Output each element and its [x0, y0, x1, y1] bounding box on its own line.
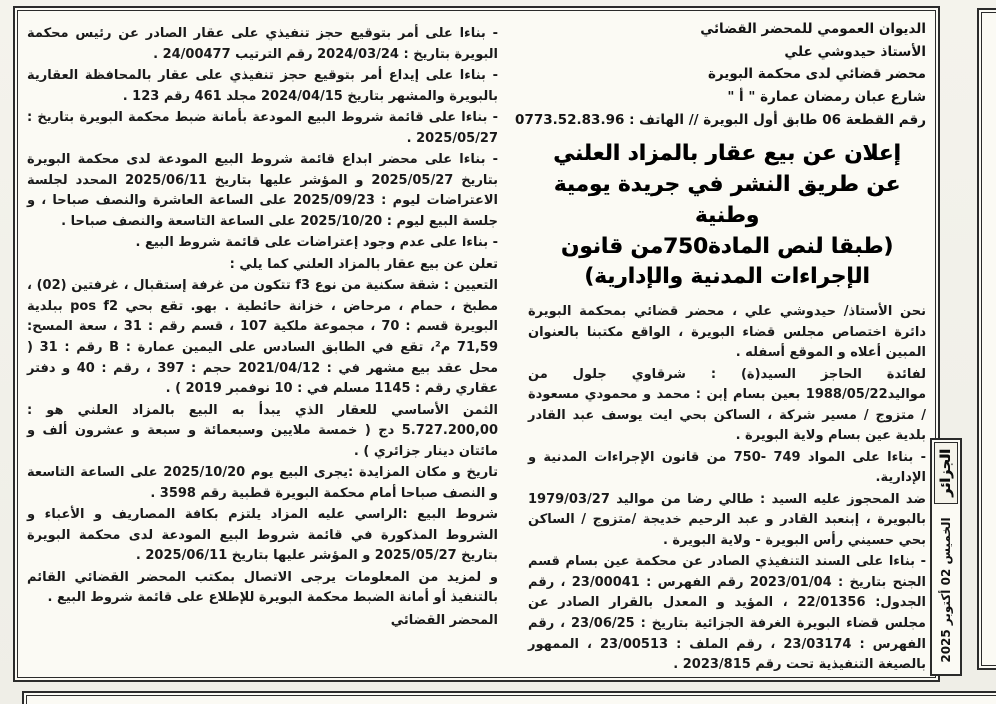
issue-date: الخميس 02 أكتوبر 2025 [939, 517, 953, 663]
auction-notice-content [17, 10, 936, 678]
hearing-dates-paragraph: - بناءا على محضر ابداع قائمة شروط البيع المودعة لدى محكمة البويرة بتاريخ 2025/05/27 و المؤشر عليها بتاريخ 2025/06/11 المحدد لجلسة الاعتراضات ليوم : 2025/09/23 على الساعة العاشرة والنصف صباحا ، و جلسة البيع ليوم : 2025/10/20 على الساعة التاسعة والنصف صباحا . [27, 152, 499, 229]
creditor-paragraph: لفائدة الحاجز السيد(ة) : شرقاوي جلول من مواليد1988/05/22 بعين بسام إبن : محمد و محمودي مسعودة / متزوج / مسير شركة ، الساكن بحي ايت يوسف عبد القادر بلدية عين بسام ولاية البويرة . [528, 366, 926, 444]
office-phone-line: رقم القطعة 06 طابق أول البويرة // الهاتف : 0773.52.83.96 [515, 111, 926, 128]
auction-date-place-paragraph: تاريخ و مكان المزايدة :يجرى البيع يوم 2025/10/20 على الساعة التاسعة و النصف صباحا أمام محكمة البويرة قطبية رقم 3598 . [27, 465, 498, 501]
office-header-line: الديوان العمومي للمحضر القضائي [700, 21, 926, 37]
debtor-paragraph: ضد المحجوز عليه السيد : طالي رضا من مواليد 1979/03/27 بالبويرة ، إبنعبد القادر و عبد الرحيم خديجة /متزوج / الساكن بحي حسيني رأس البويرة - ولاية البويرة . [528, 491, 926, 548]
sale-terms-deposit-paragraph: - بناءا على قائمة شروط البيع المودعة بأمانة ضبط محكمة البويرة بتاريخ : 2025/05/27 . [27, 110, 498, 146]
notice-title-line: الإجراءات المدنية والإدارية) [584, 264, 870, 290]
newspaper-sidebar [930, 438, 962, 676]
notice-title-line: إعلان عن بيع عقار بالمزاد العلني [553, 141, 901, 167]
signature: المحضر القضائي [390, 612, 498, 628]
no-objections-paragraph: - بناءا على عدم وجود إعتراضات على قائمة شروط البيع . [135, 235, 498, 251]
auction-notice-frame [13, 6, 940, 682]
notice-right-column [515, 18, 927, 673]
adjacent-frame-bottom-inner-border [26, 695, 996, 704]
adjacent-frame-right [977, 8, 996, 670]
announcement-lead-paragraph: تعلن عن بيع عقار بالمزاد العلني كما يلي : [229, 256, 498, 272]
registry-deposit-paragraph: - بناءا على إيداع أمر بتوقيع حجز تنفيذي على عقار بالمحافظة العقارية بالبويرة والمشهر بتاريخ 2024/04/15 مجلد 461 رقم 123 . [27, 68, 498, 104]
sale-conditions-paragraph: شروط البيع :الراسي عليه المزاد يلتزم بكافة المصاريف و الأعباء و الشروط المذكورة في قائمة شروط البيع المودعة لدى محكمة البويرة بتاريخ 2025/05/27 و المؤشر عليها بتاريخ 2025/06/11 . [27, 507, 498, 564]
adjacent-frame-right-inner-border [981, 12, 996, 666]
notice-title-line: وطنية [694, 202, 760, 228]
bailiff-office-header [515, 18, 926, 131]
newspaper-name: الجزائر [938, 449, 954, 497]
writ-paragraph: - بناءا على السند التنفيذي الصادر عن محكمة عين بسام قسم الجنح بتاريخ : 2023/01/04 رقم الفهرس : 23/00041 ، رقم الجدول: 22/01356 ، المؤيد و المعدل بالقرار الصادر عن مجلس قضاء البويرة الغرفة الجزائية بتاريخ : 23/06/25 ، رقم الفهرس : 23/03174 ، رقم الملف : 23/00513 ، الممهور بالصيغة التنفيذية تحت رقم 2023/815 . [528, 554, 927, 673]
starting-price-paragraph: الثمن الأساسي للعقار الذي يبدأ به البيع بالمزاد العلني هو : 5.727.200,00 دج ( خمسة ملايين وسبعمائة و سبعة و عشرون ألف و مائتان دينار جزائري ) . [27, 402, 498, 459]
intro-paragraph: نحن الأستاذ/ حيدوشي علي ، محضر قضائي بمحكمة البويرة دائرة اختصاص مجلس قضاء البويرة ، الواقع مكتبنا بالعنوان المبين أعلاه و الموقع أسفله . [528, 304, 926, 361]
notice-title-line: (طبقا لنص المادة750من قانون [560, 233, 894, 259]
legal-basis-paragraph: - بناءا على المواد 749 -750 من قانون الإجراءات المدنية و الإدارية. [528, 449, 926, 486]
office-header-line: شارع عبان رمضان عمارة " أ " [727, 89, 926, 106]
property-description-paragraph: التعيين : شقة سكنية من نوع f3 تتكون من غرفة إستقبال ، غرفتين (02) ، مطبخ ، حمام ، مرحاض ، خزانة حائطية . بهو. تقع بحي pos f2 ببلدية البويرة قسم : 70 ، مجموعة ملكية 107 ، قسم رقم : 31 ، سعة المسح: 71,59 م²، تقع في الطابق السادس على اليمين عمارة : B رقم : 31 ( محل عقد بيع مشهر في : 2021/04/12 حجم : 397 ، رقم : 40 و دفتر عقاري رقم : 1145 مسلم في : 10 نوفمبر 2019 ) . [27, 278, 499, 397]
notice-title-line: عن طريق النشر في جريدة يومية [553, 172, 901, 198]
notice-left-column [27, 18, 498, 671]
seizure-order-paragraph: - بناءا على أمر بتوقيع حجز تنفيذي على عقار الصادر عن رئيس محكمة البويرة بتاريخ : 2024/03/24 رقم الترتيب 24/00477 . [27, 26, 498, 62]
more-info-paragraph: و لمزيد من المعلومات يرجى الاتصال بمكتب المحضر القضائي القائم بالتنفيذ أو أمانة الضبط محكمة البويرة للإطلاع على قائمة شروط البيع . [27, 569, 498, 606]
notice-title [528, 139, 926, 293]
issue-date-box [932, 506, 960, 674]
adjacent-frame-bottom [22, 691, 996, 704]
office-header-line: محضر قضائي لدى محكمة البويرة [707, 66, 926, 83]
office-header-line: الأستاذ حيدوشي علي [784, 43, 926, 60]
newspaper-masthead [934, 442, 958, 504]
